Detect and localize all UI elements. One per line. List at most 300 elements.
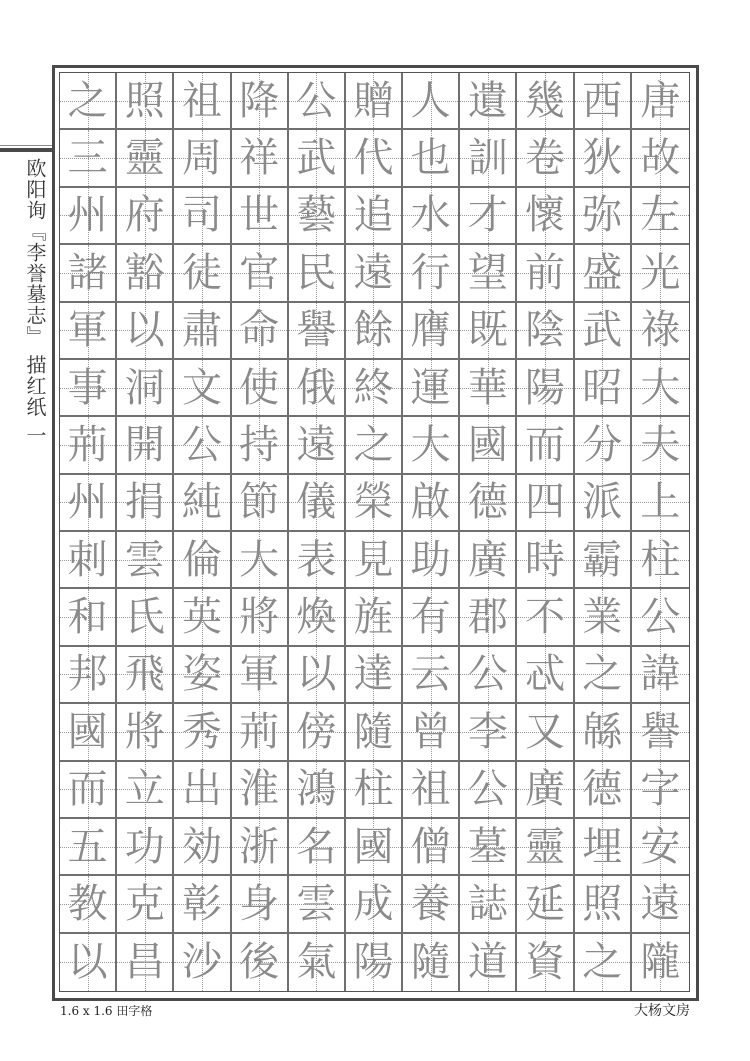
grid-cell xyxy=(517,360,574,417)
tracing-character: 飛 xyxy=(124,651,165,698)
grid-cell xyxy=(575,819,632,876)
grid-cell xyxy=(632,934,689,991)
tracing-character: 字 xyxy=(640,766,681,813)
tracing-character: 之 xyxy=(582,651,623,698)
tracing-character: 陰 xyxy=(525,307,566,354)
grid-cell xyxy=(60,934,117,991)
tracing-character: 德 xyxy=(467,479,508,526)
grid-cell xyxy=(346,532,403,589)
grid-cell xyxy=(346,360,403,417)
tracing-character: 照 xyxy=(582,880,623,927)
tracing-character: 州 xyxy=(67,479,108,526)
tracing-character: 昭 xyxy=(582,364,623,411)
grid-cell xyxy=(460,130,517,187)
tracing-character: 名 xyxy=(296,823,337,870)
grid-cell xyxy=(517,589,574,646)
tracing-character: 徒 xyxy=(181,249,222,296)
grid-cell xyxy=(117,130,174,187)
grid-cell xyxy=(460,934,517,991)
tracing-character: 分 xyxy=(582,421,623,468)
tracing-character: 祥 xyxy=(239,135,280,182)
grid-cell xyxy=(575,647,632,704)
grid-cell xyxy=(117,360,174,417)
tracing-character: 望 xyxy=(467,249,508,296)
grid-cell xyxy=(403,762,460,819)
grid-cell xyxy=(575,876,632,933)
grid-cell xyxy=(517,475,574,532)
tracing-character: 淮 xyxy=(239,766,280,813)
tracing-character: 墓 xyxy=(467,823,508,870)
tracing-character: 軍 xyxy=(239,651,280,698)
tracing-character: 故 xyxy=(640,135,681,182)
grid-cell xyxy=(346,303,403,360)
grid-cell xyxy=(289,245,346,302)
grid-cell xyxy=(632,245,689,302)
grid-cell xyxy=(517,762,574,819)
tracing-character: 降 xyxy=(239,77,280,124)
grid-cell xyxy=(575,360,632,417)
tracing-character: 狄 xyxy=(582,135,623,182)
tracing-character: 大 xyxy=(640,364,681,411)
grid-cell xyxy=(403,589,460,646)
grid-cell xyxy=(174,934,231,991)
tracing-character: 祖 xyxy=(181,77,222,124)
tracing-character: 肅 xyxy=(181,307,222,354)
tracing-character: 隨 xyxy=(410,939,451,986)
grid-cell xyxy=(632,417,689,474)
grid-cell xyxy=(346,475,403,532)
tracing-character: 業 xyxy=(582,594,623,641)
tracing-character: 諱 xyxy=(640,651,681,698)
grid-cell xyxy=(117,704,174,761)
tracing-character: 訓 xyxy=(467,135,508,182)
grid-cell xyxy=(289,475,346,532)
grid-cell xyxy=(460,819,517,876)
grid-cell xyxy=(60,647,117,704)
publisher-label: 大杨文房 xyxy=(634,1003,690,1019)
tianzige-grid xyxy=(59,72,690,992)
tracing-character: 譽 xyxy=(296,307,337,354)
tracing-character: 雲 xyxy=(296,880,337,927)
tracing-character: 大 xyxy=(239,536,280,583)
tracing-character: 廣 xyxy=(467,536,508,583)
tracing-character: 弥 xyxy=(582,192,623,239)
grid-cell xyxy=(346,647,403,704)
grid-cell xyxy=(575,130,632,187)
grid-cell xyxy=(289,704,346,761)
side-rule-thick xyxy=(0,148,53,152)
grid-cell xyxy=(632,589,689,646)
tracing-character: 國 xyxy=(67,708,108,755)
grid-cell xyxy=(289,934,346,991)
tracing-character: 而 xyxy=(525,421,566,468)
tracing-character: 助 xyxy=(410,536,451,583)
grid-cell xyxy=(117,73,174,130)
tracing-character: 李 xyxy=(467,708,508,755)
grid-cell xyxy=(403,130,460,187)
tracing-character: 以 xyxy=(67,939,108,986)
tracing-character: 水 xyxy=(410,192,451,239)
grid-cell xyxy=(403,532,460,589)
grid-cell xyxy=(517,417,574,474)
tracing-character: 廣 xyxy=(525,766,566,813)
grid-cell xyxy=(346,876,403,933)
tracing-character: 資 xyxy=(525,939,566,986)
tracing-character: 埋 xyxy=(582,823,623,870)
grid-cell xyxy=(346,73,403,130)
tracing-character: 五 xyxy=(67,823,108,870)
tracing-character: 又 xyxy=(525,708,566,755)
tracing-character: 延 xyxy=(525,880,566,927)
grid-cell xyxy=(289,532,346,589)
tracing-character: 四 xyxy=(525,479,566,526)
grid-cell xyxy=(403,704,460,761)
tracing-character: 贈 xyxy=(353,77,394,124)
grid-cell xyxy=(403,417,460,474)
grid-cell xyxy=(517,532,574,589)
tracing-character: 不 xyxy=(525,594,566,641)
tracing-character: 命 xyxy=(239,307,280,354)
tracing-character: 隴 xyxy=(640,939,681,986)
tracing-character: 純 xyxy=(181,479,222,526)
grid-cell xyxy=(632,73,689,130)
tracing-character: 之 xyxy=(67,77,108,124)
tracing-character: 浙 xyxy=(239,823,280,870)
tracing-character: 追 xyxy=(353,192,394,239)
tracing-character: 司 xyxy=(181,192,222,239)
tracing-character: 靈 xyxy=(525,823,566,870)
tracing-character: 幾 xyxy=(525,77,566,124)
tracing-character: 膺 xyxy=(410,307,451,354)
grid-cell xyxy=(289,130,346,187)
tracing-character: 人 xyxy=(410,77,451,124)
tracing-character: 周 xyxy=(181,135,222,182)
grid-cell xyxy=(60,589,117,646)
grid-cell xyxy=(60,73,117,130)
grid-cell xyxy=(117,245,174,302)
side-rule-thin xyxy=(0,145,53,146)
tracing-character: 教 xyxy=(67,880,108,927)
grid-cell xyxy=(575,762,632,819)
grid-cell xyxy=(346,188,403,245)
grid-cell xyxy=(60,245,117,302)
tracing-character: 左 xyxy=(640,192,681,239)
grid-cell xyxy=(403,360,460,417)
tracing-character: 遠 xyxy=(296,421,337,468)
tracing-character: 府 xyxy=(124,192,165,239)
tracing-character: 彰 xyxy=(181,880,222,927)
grid-cell xyxy=(117,934,174,991)
grid-cell xyxy=(460,762,517,819)
grid-cell xyxy=(117,532,174,589)
grid-cell xyxy=(403,303,460,360)
grid-cell xyxy=(460,876,517,933)
tracing-character: 傍 xyxy=(296,708,337,755)
tracing-character: 使 xyxy=(239,364,280,411)
tracing-character: 柱 xyxy=(640,536,681,583)
tracing-character: 公 xyxy=(296,77,337,124)
grid-cell xyxy=(232,73,289,130)
tracing-character: 既 xyxy=(467,307,508,354)
tracing-character: 柱 xyxy=(353,766,394,813)
tracing-character: 後 xyxy=(239,939,280,986)
page-title: 欧阳询『李誉墓志』 描红纸 一 xyxy=(23,158,47,446)
tracing-character: 遠 xyxy=(353,249,394,296)
tracing-character: 終 xyxy=(353,364,394,411)
tracing-character: 持 xyxy=(239,421,280,468)
grid-cell xyxy=(460,245,517,302)
grid-cell xyxy=(517,303,574,360)
tracing-character: 霸 xyxy=(582,536,623,583)
tracing-character: 表 xyxy=(296,536,337,583)
tracing-character: 開 xyxy=(124,421,165,468)
grid-cell xyxy=(403,73,460,130)
tracing-character: 出 xyxy=(181,766,222,813)
grid-cell xyxy=(346,762,403,819)
tracing-character: 事 xyxy=(67,364,108,411)
tracing-character: 氣 xyxy=(296,939,337,986)
tracing-character: 遠 xyxy=(640,880,681,927)
grid-cell xyxy=(460,360,517,417)
grid-cell xyxy=(346,934,403,991)
tracing-character: 代 xyxy=(353,135,394,182)
tracing-character: 僧 xyxy=(410,823,451,870)
tracing-character: 行 xyxy=(410,249,451,296)
grid-cell xyxy=(117,589,174,646)
tracing-character: 姿 xyxy=(181,651,222,698)
tracing-character: 以 xyxy=(124,307,165,354)
grid-cell xyxy=(60,303,117,360)
grid-cell xyxy=(60,762,117,819)
tracing-character: 陽 xyxy=(353,939,394,986)
tracing-character: 秀 xyxy=(181,708,222,755)
grid-cell xyxy=(460,704,517,761)
grid-cell xyxy=(517,73,574,130)
tracing-character: 餘 xyxy=(353,307,394,354)
tracing-character: 曾 xyxy=(410,708,451,755)
tracing-character: 時 xyxy=(525,536,566,583)
grid-cell xyxy=(517,188,574,245)
grid-cell xyxy=(174,130,231,187)
grid-cell xyxy=(289,73,346,130)
tracing-character: 大 xyxy=(410,421,451,468)
tracing-character: 英 xyxy=(181,594,222,641)
grid-cell xyxy=(232,360,289,417)
grid-cell xyxy=(174,819,231,876)
grid-cell xyxy=(232,589,289,646)
tracing-character: 雲 xyxy=(124,536,165,583)
tracing-character: 有 xyxy=(410,594,451,641)
grid-cell xyxy=(289,417,346,474)
tracing-character: 立 xyxy=(124,766,165,813)
tracing-character: 將 xyxy=(239,594,280,641)
grid-cell xyxy=(517,245,574,302)
grid-cell xyxy=(232,532,289,589)
tracing-character: 道 xyxy=(467,939,508,986)
tracing-character: 公 xyxy=(181,421,222,468)
grid-cell xyxy=(460,532,517,589)
tracing-character: 夫 xyxy=(640,421,681,468)
grid-cell xyxy=(632,360,689,417)
grid-cell xyxy=(174,704,231,761)
tracing-character: 靈 xyxy=(124,135,165,182)
tracing-character: 鴻 xyxy=(296,766,337,813)
tracing-character: 諸 xyxy=(67,249,108,296)
tracing-character: 克 xyxy=(124,880,165,927)
tracing-character: 三 xyxy=(67,135,108,182)
grid-cell xyxy=(403,934,460,991)
grid-cell xyxy=(174,647,231,704)
tracing-character: 以 xyxy=(296,651,337,698)
grid-cell xyxy=(460,589,517,646)
grid-cell xyxy=(232,819,289,876)
tracing-character: 譽 xyxy=(640,708,681,755)
grid-cell xyxy=(289,303,346,360)
tracing-character: 煥 xyxy=(296,594,337,641)
grid-cell xyxy=(517,704,574,761)
tracing-character: 誌 xyxy=(467,880,508,927)
tracing-character: 遺 xyxy=(467,77,508,124)
grid-cell xyxy=(632,647,689,704)
grid-cell xyxy=(346,704,403,761)
tracing-character: 將 xyxy=(124,708,165,755)
tracing-character: 氏 xyxy=(124,594,165,641)
grid-cell xyxy=(232,417,289,474)
tracing-character: 前 xyxy=(525,249,566,296)
tracing-character: 派 xyxy=(582,479,623,526)
grid-cell xyxy=(575,303,632,360)
grid-cell xyxy=(174,589,231,646)
grid-cell xyxy=(575,73,632,130)
grid-cell xyxy=(60,704,117,761)
grid-cell xyxy=(60,130,117,187)
tracing-character: 卷 xyxy=(525,135,566,182)
grid-cell xyxy=(174,417,231,474)
tracing-character: 啟 xyxy=(410,479,451,526)
tracing-character: 光 xyxy=(640,249,681,296)
tracing-character: 德 xyxy=(582,766,623,813)
tracing-character: 盛 xyxy=(582,249,623,296)
grid-cell xyxy=(460,475,517,532)
grid-cell xyxy=(575,475,632,532)
tracing-character: 文 xyxy=(181,364,222,411)
grid-cell xyxy=(575,532,632,589)
grid-cell xyxy=(60,876,117,933)
tracing-character: 祖 xyxy=(410,766,451,813)
grid-cell xyxy=(460,188,517,245)
tracing-character: 忒 xyxy=(525,651,566,698)
grid-cell xyxy=(117,475,174,532)
grid-cell xyxy=(575,417,632,474)
tracing-character: 節 xyxy=(239,479,280,526)
grid-cell xyxy=(575,704,632,761)
grid-cell xyxy=(632,130,689,187)
tracing-character: 唐 xyxy=(640,77,681,124)
tracing-character: 也 xyxy=(410,135,451,182)
tracing-character: 而 xyxy=(67,766,108,813)
tracing-character: 効 xyxy=(181,823,222,870)
grid-cell xyxy=(232,704,289,761)
grid-cell xyxy=(232,762,289,819)
tracing-character: 州 xyxy=(67,192,108,239)
tracing-character: 公 xyxy=(640,594,681,641)
tracing-character: 達 xyxy=(353,651,394,698)
tracing-character: 荊 xyxy=(67,421,108,468)
tracing-character: 昌 xyxy=(124,939,165,986)
grid-cell xyxy=(117,762,174,819)
grid-cell xyxy=(60,360,117,417)
grid-cell xyxy=(289,360,346,417)
grid-cell xyxy=(174,876,231,933)
tracing-character: 藝 xyxy=(296,192,337,239)
tracing-character: 見 xyxy=(353,536,394,583)
tracing-character: 懷 xyxy=(525,192,566,239)
grid-cell xyxy=(174,762,231,819)
tracing-character: 武 xyxy=(582,307,623,354)
grid-cell xyxy=(575,589,632,646)
tracing-character: 荊 xyxy=(239,708,280,755)
tracing-character: 世 xyxy=(239,192,280,239)
grid-cell xyxy=(174,532,231,589)
grid-cell xyxy=(403,647,460,704)
grid-cell xyxy=(232,245,289,302)
tracing-character: 照 xyxy=(124,77,165,124)
tracing-character: 安 xyxy=(640,823,681,870)
tracing-character: 洞 xyxy=(124,364,165,411)
grid-cell xyxy=(60,532,117,589)
grid-cell xyxy=(460,417,517,474)
grid-cell xyxy=(632,819,689,876)
grid-cell xyxy=(346,819,403,876)
tracing-character: 公 xyxy=(467,766,508,813)
tracing-character: 軍 xyxy=(67,307,108,354)
grid-cell xyxy=(517,819,574,876)
grid-cell xyxy=(117,188,174,245)
grid-cell xyxy=(289,589,346,646)
grid-cell xyxy=(632,303,689,360)
tracing-character: 功 xyxy=(124,823,165,870)
grid-cell xyxy=(174,360,231,417)
tracing-character: 之 xyxy=(353,421,394,468)
grid-cell xyxy=(289,762,346,819)
grid-cell xyxy=(632,475,689,532)
grid-cell xyxy=(174,303,231,360)
tracing-character: 才 xyxy=(467,192,508,239)
grid-cell xyxy=(632,188,689,245)
tracing-character: 倫 xyxy=(181,536,222,583)
grid-cell xyxy=(346,589,403,646)
grid-cell xyxy=(174,245,231,302)
tracing-character: 捐 xyxy=(124,479,165,526)
tracing-character: 養 xyxy=(410,880,451,927)
tracing-character: 刺 xyxy=(67,536,108,583)
grid-cell xyxy=(174,475,231,532)
tracing-character: 祿 xyxy=(640,307,681,354)
grid-cell xyxy=(60,188,117,245)
grid-cell xyxy=(289,876,346,933)
tracing-character: 公 xyxy=(467,651,508,698)
tracing-character: 運 xyxy=(410,364,451,411)
grid-cell xyxy=(289,647,346,704)
grid-cell xyxy=(403,819,460,876)
tracing-character: 郡 xyxy=(467,594,508,641)
grid-cell xyxy=(289,819,346,876)
grid-cell xyxy=(232,303,289,360)
tracing-character: 陽 xyxy=(525,364,566,411)
grid-cell xyxy=(117,303,174,360)
grid-cell xyxy=(117,647,174,704)
grid-cell xyxy=(60,819,117,876)
